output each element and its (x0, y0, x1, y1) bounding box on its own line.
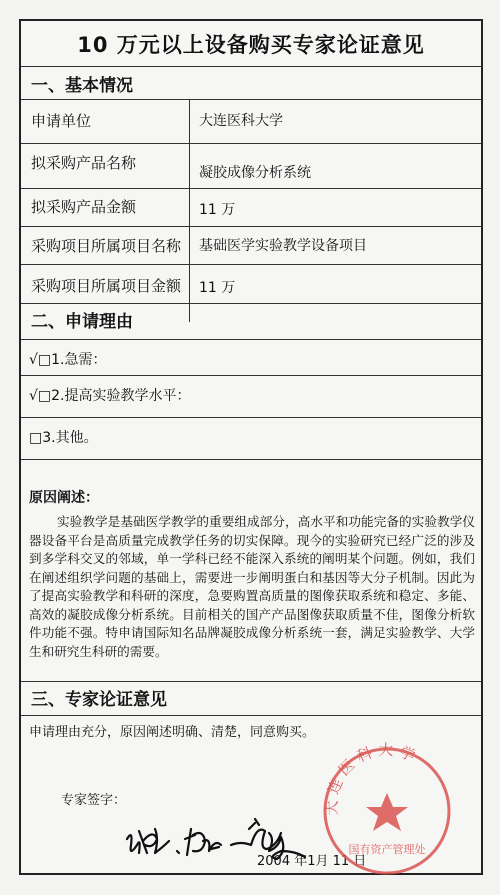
row-value-amount: 11 万 (199, 202, 236, 218)
signature-date: 2004 年1月 11 日 (257, 854, 367, 869)
divider (21, 99, 481, 100)
section-reason-heading: 二、申请理由 (31, 312, 133, 332)
row-value-applicant: 大连医科大学 (199, 113, 283, 129)
row-label-product: 拟采购产品名称 (31, 154, 137, 172)
divider (21, 459, 481, 460)
table-column-divider (189, 99, 190, 322)
reason-option-urgent: √□1.急需： (29, 352, 107, 368)
signature-label: 专家签字： (61, 793, 127, 808)
expert-opinion-text: 申请理由充分，原因阐述明确、清楚，同意购买。 (29, 725, 316, 740)
divider (21, 303, 481, 304)
divider (21, 226, 481, 227)
svg-text:国有资产管理处: 国有资产管理处 (348, 843, 426, 856)
divider (21, 715, 481, 716)
divider (21, 417, 481, 418)
row-label-project-amount: 采购项目所属项目金额 (31, 277, 182, 295)
form-title: 10 万元以上设备购买专家论证意见 (77, 33, 425, 57)
section-expert-heading: 三、专家论证意见 (31, 690, 167, 710)
row-label-project: 采购项目所属项目名称 (31, 237, 182, 255)
divider (21, 264, 481, 265)
divider (21, 66, 481, 67)
reason-explanation-heading: 原因阐述： (29, 490, 99, 506)
reason-option-other: □3.其他。 (29, 430, 98, 446)
svg-text:大连医科大学: 大连医科大学 (322, 741, 423, 816)
row-value-product: 凝胶成像分析系统 (199, 165, 311, 181)
divider (21, 375, 481, 376)
row-label-applicant: 申请单位 (31, 112, 92, 130)
divider (21, 339, 481, 340)
row-value-project: 基础医学实验教学设备项目 (199, 238, 367, 254)
divider (21, 143, 481, 144)
reason-explanation-text: 实验教学是基础医学教学的重要组成部分，高水平和功能完备的实验教学仪器设备平台是高质量完成教学任务的切实保障。现今的实验研究已经广泛的涉及到多学科交叉的邻域，单一学科已经不能深入系统的阐明某个问题。例如，我们在阐述组织学问题的基础上，需要进一步阐明蛋白和基因等大分子机制。因此为了提高实验教学和科研的深度，急要购置高质量的图像获取系统和稳定、多能、高效的凝胶成像分析系统。目前相关的国产产品图像获取质量不佳，图像分析软件功能不强。特申请国际知名品牌凝胶成像分析系统一套，满足实验教学、大学生和研究生科研的需要。 (29, 514, 475, 659)
row-value-project-amount: 11 万 (199, 280, 236, 296)
official-seal (317, 741, 457, 881)
divider (21, 681, 481, 682)
divider (21, 188, 481, 189)
reason-option-teaching: √□2.提高实验教学水平： (29, 388, 191, 404)
section-basic-heading: 一、基本情况 (31, 76, 133, 96)
row-label-amount: 拟采购产品金额 (31, 198, 137, 216)
assessment-form (19, 19, 483, 875)
